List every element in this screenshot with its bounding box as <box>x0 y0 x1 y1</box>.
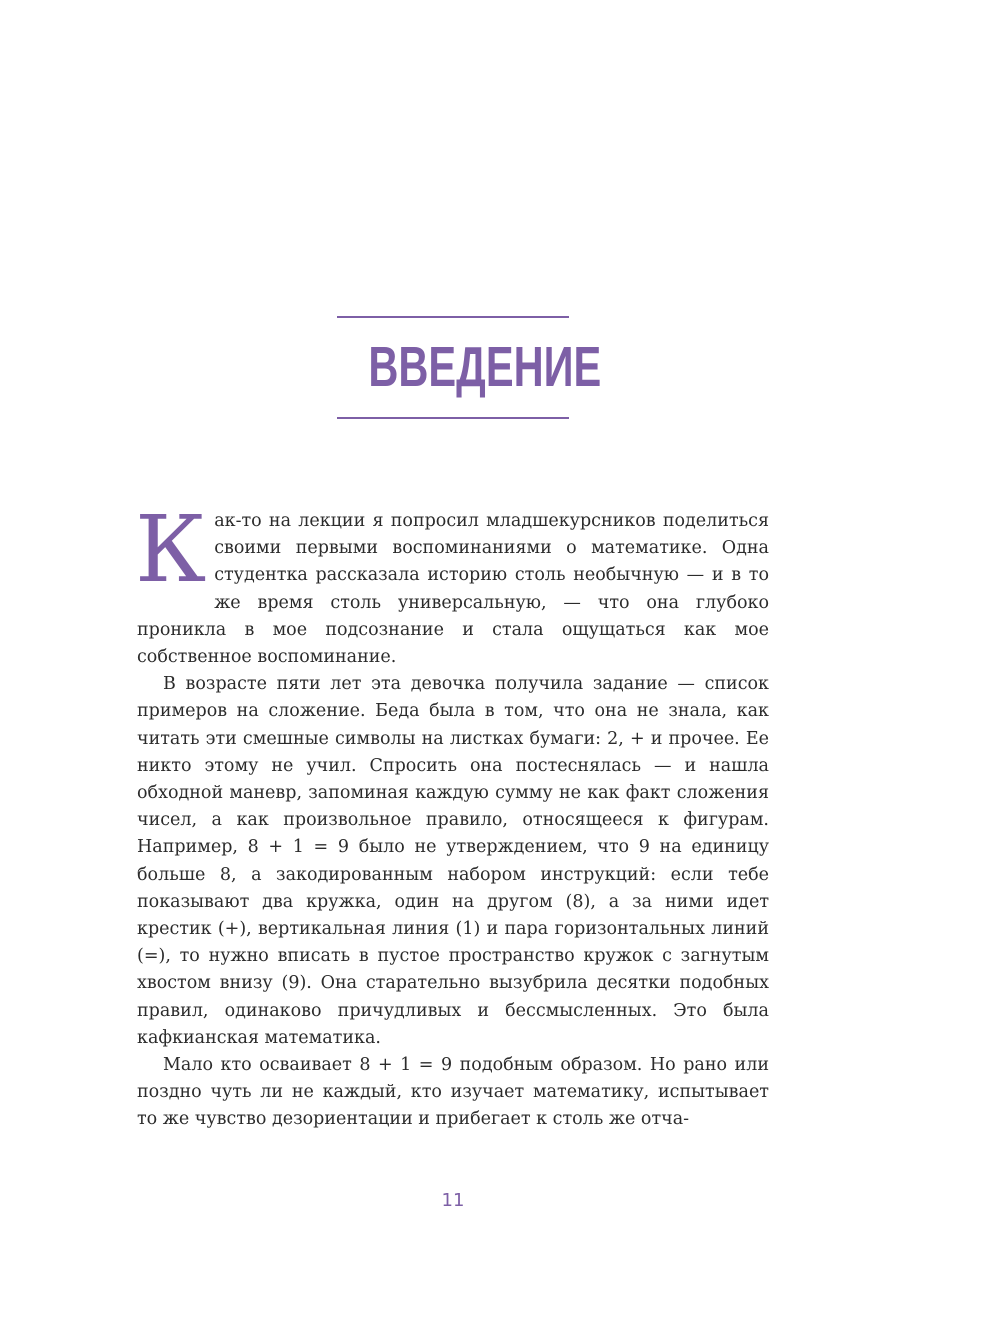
paragraph-1 <box>135 496 769 671</box>
chapter-title: ВВЕДЕНИЕ <box>368 335 602 399</box>
heading-bottom-rule <box>337 417 569 419</box>
paragraph-2: В возрасте пяти лет эта девочка получила задание — список примеров на сложение. Беда была в том, что она не знала, как читать эти смешные символы на листках бумаги: 2, + и прочее. Ее никто этому не учил. Спросить она постеснялась — и нашла обходной маневр, запоминая каждую сумму не как факт сложения чисел, а как произвольное правило, относящееся к фигурам. Например, 8 + 1 = 9 было не утверждением, что 9 на единицу больше 8, а закодированным набором инструкций: если тебе показывают два кружка, один на другом (8), а за ними идет крестик (+), вертикальная линия (1) и пара горизонтальных линий (=), то нужно вписать в пустое пространство кружок с загнутым хвостом внизу (9). Она старательно вызубрила десятки подобных правил, одинаково причудливых и бессмысленных. Это была кафкианская математика. <box>137 674 769 1048</box>
paragraph-3: Мало кто осваивает 8 + 1 = 9 подобным образом. Но рано или поздно чуть ли не каждый, кто изучает математику, испытывает то же чувство дезориентации и прибегает к столь же отча- <box>137 1055 769 1130</box>
body-text <box>135 496 769 1134</box>
heading-top-rule <box>337 316 569 318</box>
paragraph-1-text: ак-то на лекции я попросил младшекурсников поделиться своими первыми воспоминаниями о математике. Одна студентка рассказала историю столь необычную — и в то же время столь универсальную, — что она глубоко проникла в мое подсознание и стала ощущаться как мое собственное воспоминание. <box>137 511 769 668</box>
page-number: 11 <box>441 1190 465 1211</box>
drop-cap: К <box>135 496 207 603</box>
chapter-heading-block <box>337 316 602 420</box>
